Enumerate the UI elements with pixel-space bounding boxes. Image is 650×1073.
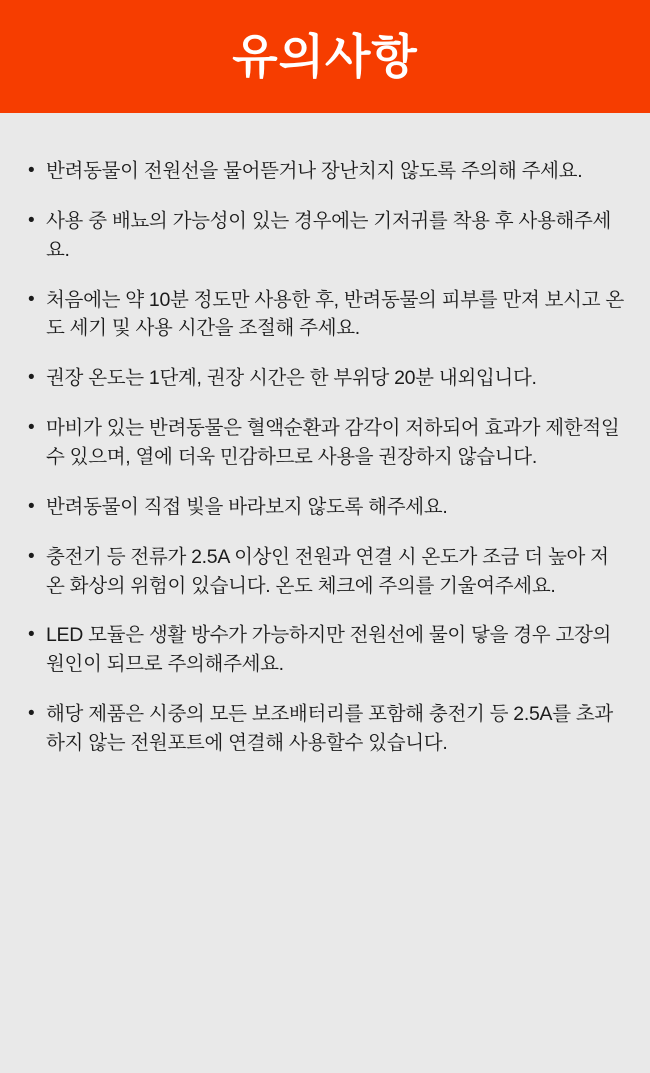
list-item: • 해당 제품은 시중의 모든 보조배터리를 포함해 충전기 등 2.5A를 초과하지 않는 전원포트에 연결해 사용할수 있습니다. — [26, 700, 624, 758]
list-item: • LED 모듈은 생활 방수가 가능하지만 전원선에 물이 닿을 경우 고장의 원인이 되므로 주의해주세요. — [26, 621, 624, 679]
list-item: • 반려동물이 직접 빛을 바라보지 않도록 해주세요. — [26, 493, 624, 522]
notice-body — [0, 113, 650, 758]
notice-list — [26, 157, 624, 758]
list-item: • 마비가 있는 반려동물은 혈액순환과 감각이 저하되어 효과가 제한적일 수 있으며, 열에 더욱 민감하므로 사용을 권장하지 않습니다. — [26, 414, 624, 472]
list-item: • 반려동물이 전원선을 물어뜯거나 장난치지 않도록 주의해 주세요. — [26, 157, 624, 186]
list-item: • 충전기 등 전류가 2.5A 이상인 전원과 연결 시 온도가 조금 더 높아 저온 화상의 위험이 있습니다. 온도 체크에 주의를 기울여주세요. — [26, 543, 624, 601]
list-item: • 사용 중 배뇨의 가능성이 있는 경우에는 기저귀를 착용 후 사용해주세요. — [26, 207, 624, 265]
page-header — [0, 0, 650, 113]
list-item: • 권장 온도는 1단계, 권장 시간은 한 부위당 20분 내외입니다. — [26, 364, 624, 393]
list-item: • 처음에는 약 10분 정도만 사용한 후, 반려동물의 피부를 만져 보시고 온도 세기 및 사용 시간을 조절해 주세요. — [26, 286, 624, 344]
page-title: 유의사항 — [232, 30, 418, 83]
